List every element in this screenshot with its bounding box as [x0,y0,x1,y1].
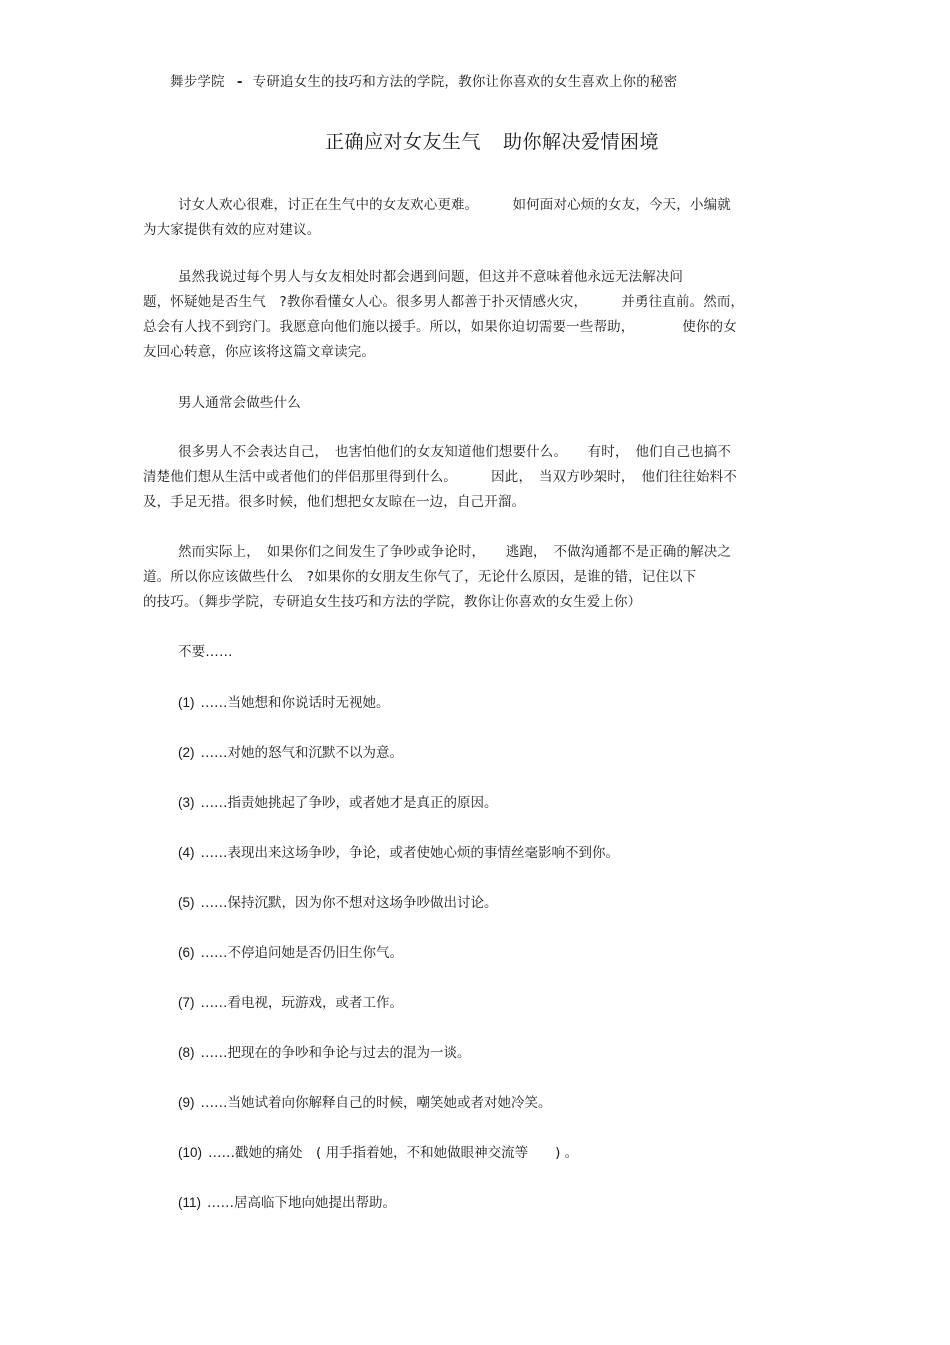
paragraph-line: 道。所以你应该做些什么 ?如果你的女朋友生你气了，无论什么原因，是谁的错，记住以下 [143,569,697,585]
list-item-text: ……把现在的争吵和争论与过去的混为一谈。 [200,1045,471,1061]
paragraph-line: 然而实际上， 如果你们之间发生了争吵或争论时， 逃跑， 不做沟通都不是正确的解决之 [178,544,732,560]
header-separator: - [236,74,243,90]
paragraph-line: 讨女人欢心很难，讨正在生气中的女友欢心更难。 如何面对心烦的女友，今天，小编就 [178,197,731,213]
paragraph-line: 虽然我说过每个男人与女友相处时都会遇到问题，但这并不意味着他永远无法解决问 [178,269,684,285]
list-item-text: ……戳她的痛处 ( 用手指着她，不和她做眼神交流等 ) 。 [208,1145,579,1161]
header-tagline: 专研追女生的技巧和方法的学院，教你让你喜欢的女生喜欢上你的秘密 [252,74,678,90]
list-item-number: (4) [178,845,195,860]
list-item-number: (6) [178,945,195,960]
list-item-number: (10) [178,1145,203,1160]
list-item-text: ……不停追问她是否仍旧生你气。 [200,945,403,961]
list-item-text: ……指责她挑起了争吵，或者她才是真正的原因。 [200,795,498,811]
list-item [178,793,498,813]
list-item-number: (5) [178,895,195,910]
list-item-number: (3) [178,795,195,810]
list-item-text: ……看电视，玩游戏，或者工作。 [200,995,403,1011]
list-item-text: ……居高临下地向她提出帮助。 [207,1195,397,1211]
section-heading-text: 男人通常会做些什么 [178,395,301,411]
list-item-number: (11) [178,1195,202,1210]
list-item-number: (9) [178,1095,195,1110]
list-item [178,1043,471,1063]
list-item [178,843,619,863]
article-title [0,129,950,155]
paragraph-line: 总会有人找不到窍门。我愿意向他们施以援手。所以，如果你迫切需要一些帮助， 使你的女 [143,319,737,335]
list-item [178,1143,578,1163]
list-item [178,1193,396,1213]
paragraph-solution [143,540,803,615]
paragraph-problem [143,265,803,365]
paragraph-line: 友回心转意，你应该将这篇文章读完。 [143,344,376,360]
section-heading [143,391,803,416]
list-item-text: ……当她想和你说话时无视她。 [200,695,390,711]
paragraph-line: 为大家提供有效的应对建议。 [143,222,321,238]
list-item-text: ……当她试着向你解释自己的时候，嘲笑她或者对她冷笑。 [200,1095,552,1111]
list-item-number: (2) [178,745,195,760]
list-item [178,693,390,713]
list-item-number: (8) [178,1045,195,1060]
list-intro [143,640,803,665]
list-item [178,743,403,763]
list-intro-text: 不要…… [178,644,233,660]
page-header [170,72,677,92]
paragraph-line: 题，怀疑她是否生气 ?教你看懂女人心。很多男人都善于扑灭情感火灾， 并勇往直前。然而， [143,294,745,310]
paragraph-line: 的技巧。（舞步学院，专研追女生技巧和方法的学院，教你让你喜欢的女生爱上你） [143,594,642,610]
list-item-text: ……表现出来这场争吵，争论，或者使她心烦的事情丝毫影响不到你。 [200,845,619,861]
list-item-text: ……对她的怒气和沉默不以为意。 [200,745,403,761]
list-item [178,1093,552,1113]
paragraph-line: 及，手足无措。很多时候，他们想把女友晾在一边，自己开溜。 [143,494,526,510]
paragraph-line: 很多男人不会表达自己， 也害怕他们的女友知道他们想要什么。 有时， 他们自己也搞不 [178,444,732,460]
article-title-part1: 正确应对女友生气 [324,131,481,153]
paragraph-men [143,440,803,515]
list-item-number: (7) [178,995,195,1010]
paragraph-line: 清楚他们想从生活中或者他们的伴侣那里得到什么。 因此， 当双方吵架时， 他们往往始料不 [143,469,737,485]
header-site-name: 舞步学院 [170,74,225,90]
article-title-part2: 助你解决爱情困境 [503,131,660,153]
list-item-number: (1) [178,695,195,710]
list-item [178,993,403,1013]
list-item [178,893,498,913]
list-item-text: ……保持沉默，因为你不想对这场争吵做出讨论。 [200,895,498,911]
paragraph-intro [143,193,803,243]
list-item [178,943,403,963]
